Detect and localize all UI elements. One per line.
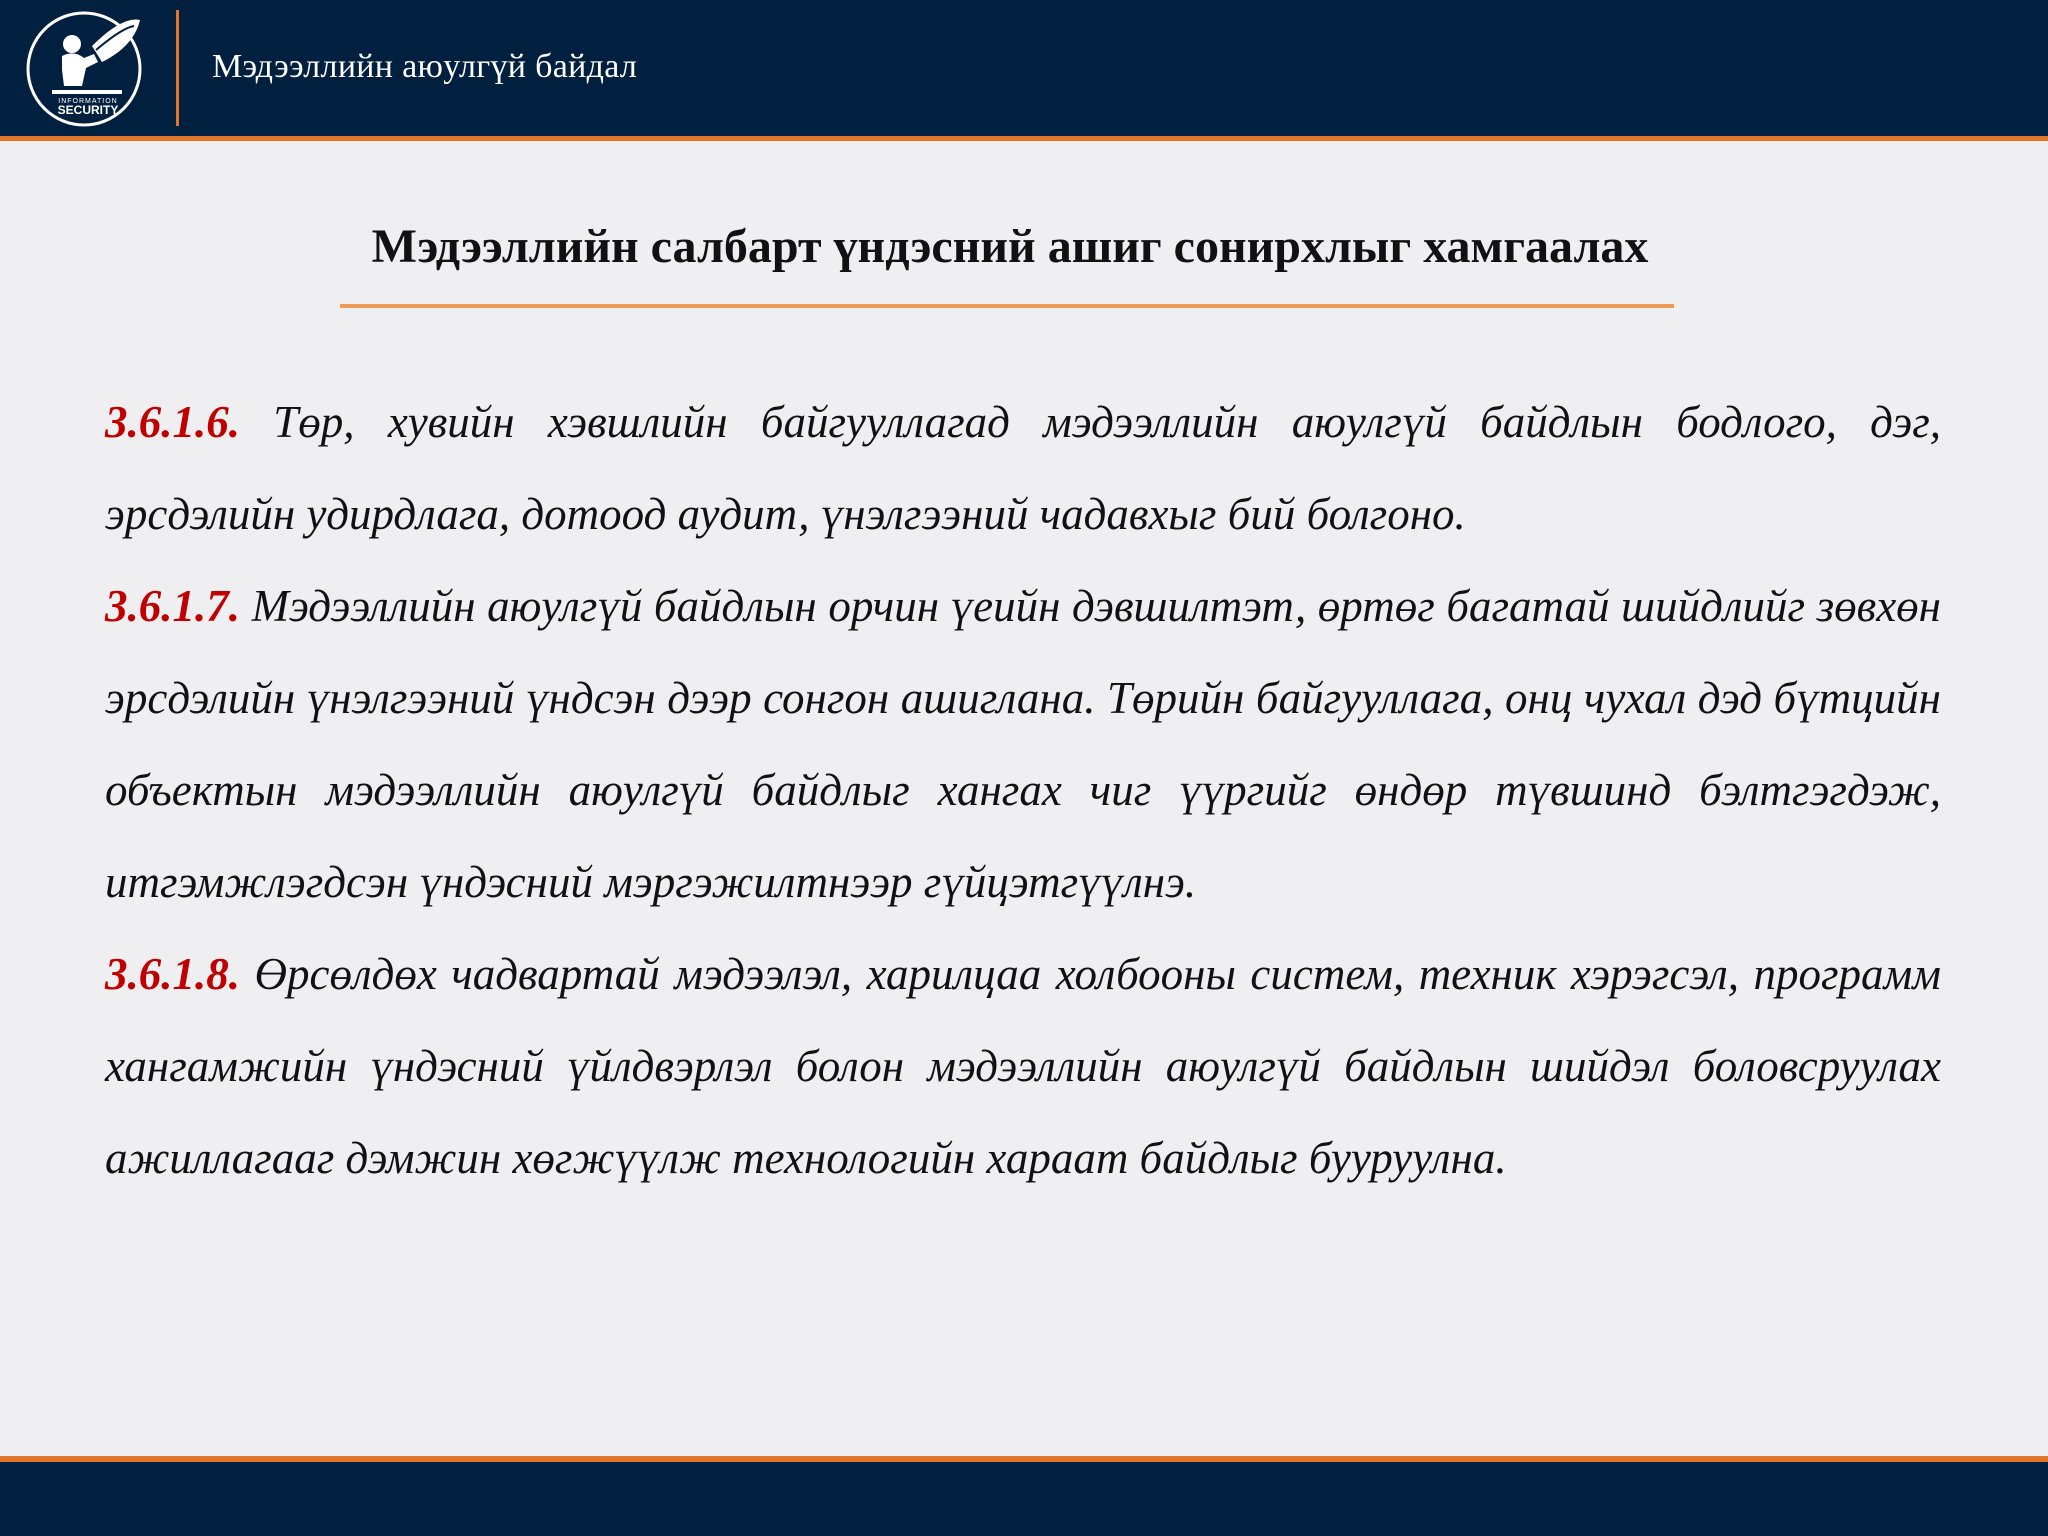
header-title: Мэдээллийн аюулгүй байдал xyxy=(212,48,638,85)
clause-text: Мэдээллийн аюулгүй байдлын орчин үеийн дэвшилтэт, өртөг багатай шийдлийг зөвхөн эрсдэлийн үнэлгээний үндсэн дээр сонгон ашиглана. Төрийн байгууллага, онц чухал дэд бүтцийн объектын мэдээллийн аюулгүй байдлыг хангах чиг үүргийг өндөр түвшинд бэлтгэгдэж, итгэмжлэгдсэн үндэсний мэргэжилтнээр гүйцэтгүүлнэ. xyxy=(105,581,1942,907)
footer-bar xyxy=(0,1462,2048,1536)
slide-body xyxy=(105,376,1941,1204)
clause-paragraph xyxy=(105,560,1941,928)
clause-number: 3.6.1.7. xyxy=(105,581,240,631)
clause-number: 3.6.1.6. xyxy=(105,397,240,447)
slide-title: Мэдээллийн салбарт үндэсний ашиг сонирхлыг хамгаалах xyxy=(371,220,1649,273)
clause-text: Төр, хувийн хэвшлийн байгууллагад мэдээллийн аюулгүй байдлын бодлого, дэг, эрсдэлийн удирдлага, дотоод аудит, үнэлгээний чадавхыг бий болгоно. xyxy=(105,397,1941,539)
clause-number: 3.6.1.8. xyxy=(105,949,240,999)
logo-divider xyxy=(176,10,179,126)
clause-paragraph xyxy=(105,928,1941,1204)
header-accent-line xyxy=(0,136,2048,141)
title-underline xyxy=(340,304,1674,308)
clause-text: Өрсөлдөх чадвартай мэдээлэл, харилцаа холбооны систем, техник хэрэгсэл, программ хангамжийн үндэсний үйлдвэрлэл болон мэдээллийн аюулгүй байдлын шийдэл боловсруулах ажиллагааг дэмжин хөгжүүлж технологийн хараат байдлыг бууруулна. xyxy=(105,949,1941,1183)
information-security-logo-icon xyxy=(22,6,152,128)
logo-text-top: INFORMATION xyxy=(58,98,118,105)
logo-text-bottom: SECURITY xyxy=(57,103,119,117)
clause-paragraph xyxy=(105,376,1941,560)
